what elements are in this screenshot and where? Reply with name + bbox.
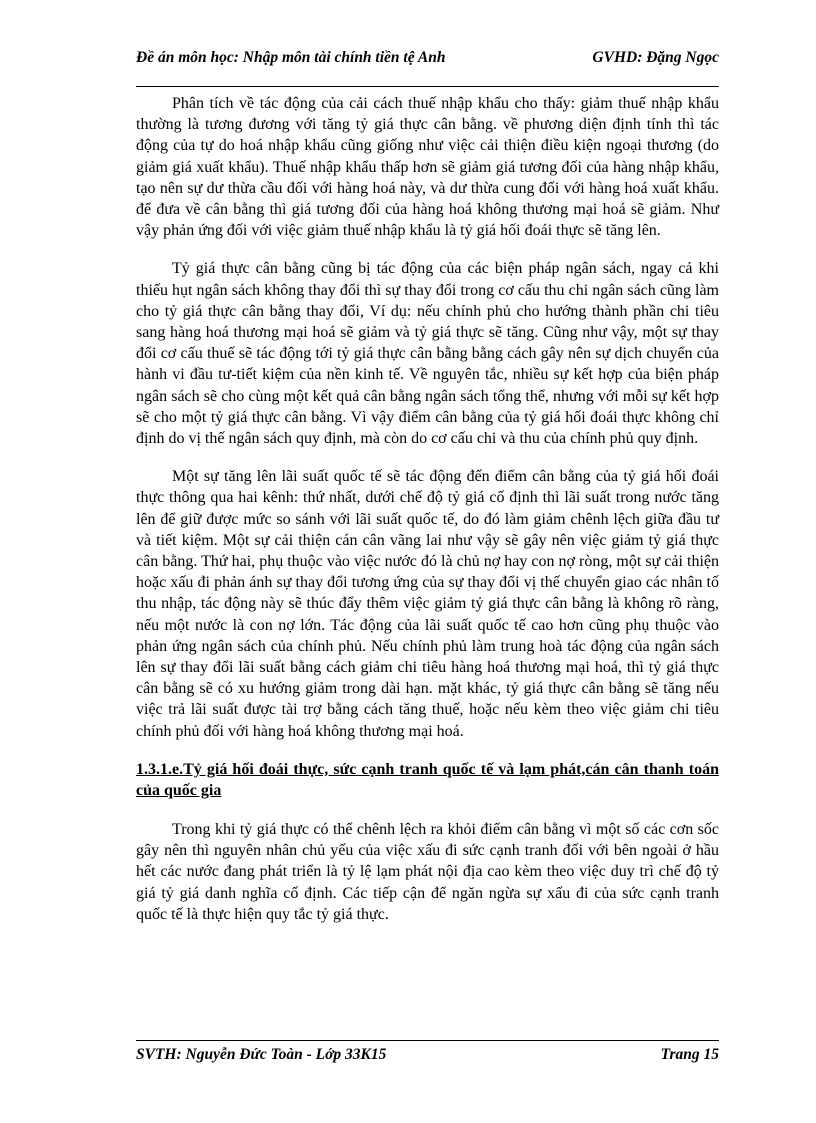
- footer-student: SVTH: Nguyễn Đức Toàn - Lớp 33K15: [136, 1046, 387, 1063]
- header-course-title: Đề án môn học: Nhập môn tài chính tiền tệ Anh: [136, 49, 446, 66]
- footer-page-number: Trang 15: [660, 1046, 719, 1063]
- paragraph-competitiveness: Trong khi tỷ giá thực có thể chênh lệch ra khỏi điểm cân bằng vì một số các cơn sốc gây nên thì nguyên nhân chủ yếu của việc xấu đi sức cạnh tranh đối với bên ngoài ở hầu hết các nước đang phát triển là tỷ lệ lạm phát nội địa cao kèm theo việc duy trì chế độ tỷ giá tỷ giá danh nghĩa cố định. Các tiếp cận để ngăn ngừa sự xấu đi của sức cạnh tranh quốc tế là thực hiện quy tắc tỷ giá thực.: [136, 820, 719, 923]
- paragraph-budget-measures: Tỷ giá thực cân bằng cũng bị tác động của các biện pháp ngân sách, ngay cả khi thiếu hụt ngân sách không thay đổi thì sự thay đổi trong cơ cấu thu chi ngân sách cũng làm cho tỷ giá thực cân bằng thay đổi, Ví dụ: nếu chính phủ cho hướng thành phần chi tiêu sang hàng hoá thương mại hoá sẽ giảm và tỷ giá thực sẽ tăng. Cũng như vậy, một sự thay đổi cơ cấu thuế sẽ tác động tới tỷ giá thực cân bằng bằng cách gây nên sự dịch chuyển của hành vi đầu tư-tiết kiệm của nền kinh tế. Về nguyên tắc, nhiều sự kết hợp của biện pháp ngân sách sẽ cho cùng một kết quả cân bằng ngân sách tổng thể, nhưng với mỗi sự kết hợp sẽ cho một tỷ giá thực cân bằng. Vì vậy điểm cân bằng của tỷ giá hối đoái thực không chỉ định do vị thế ngân sách quy định, mà còn do cơ cấu chi và thu của chính phủ quy định.: [136, 260, 719, 448]
- paragraph-interest-rates: Một sự tăng lên lãi suất quốc tế sẽ tác động đến điểm cân bằng của tỷ giá hối đoái thực thông qua hai kênh: thứ nhất, dưới chế độ tỷ giá cố định thì lãi suất trong nước tăng lên để giữ được mức so sánh với lãi suất quốc tế, do đó làm giảm chênh lệch giữa đầu tư và tiết kiệm. Một sự cải thiện cán cân vãng lai như vậy sẽ gây nên việc giảm tỷ giá thực cân bằng. Thứ hai, phụ thuộc vào việc nước đó là chủ nợ hay con nợ ròng, một sự cải thiện hoặc xấu đi phản ánh sự thay đổi tương ứng của sự thay đổi vị thế chuyển giao các nhân tố thu nhập, tác động này sẽ thúc đẩy thêm việc giảm tỷ giá thực cân bằng là không rõ ràng, nếu một nước là con nợ lớn. Tác động của lãi suất quốc tế cao hơn cũng phụ thuộc vào phản ứng ngân sách của chính phủ. Nếu chính phủ làm trung hoà tác động của ngân sách lên sự thay đổi lãi suất bằng cách giảm chi tiêu hàng hoá thương mại hoá, thì tỷ giá thực cân bằng sẽ có xu hướng giảm trong dài hạn. mặt khác, tỷ giá thực cân bằng sẽ tăng nếu việc trả lãi suất được tài trợ bằng cách tăng thuế, hoặc nếu kèm theo việc giảm chi tiêu chính phủ đối với hàng hoá không thương mại hoá.: [136, 468, 719, 740]
- paragraph-import-tax: Phân tích về tác động của cải cách thuế nhập khẩu cho thấy: giảm thuế nhập khẩu thường là tương đương với tăng tỷ giá thực cân bằng. về phương diện định tính thì tác động của tự do hoá nhập khẩu cũng giống như việc cải thiện điều kiện ngoại thương (do giảm giá xuất khẩu). Thuế nhập khẩu thấp hơn sẽ giảm giá tương đối của hàng nhập khẩu, tạo nên sự dư thừa cầu đối với hàng hoá này, và dư thừa cung đối với hàng hoá xuất khẩu. để đưa về cân bằng thì giá tương đối của hàng hoá không thương mại hoá sẽ giảm. Như vậy phản ứng đối với việc giảm thuế nhập khẩu là tỷ giá hối đoái thực sẽ tăng lên.: [136, 95, 719, 240]
- section-heading: 1.3.1.e.Tỷ giá hối đoái thực, sức cạnh tranh quốc tế và lạm phát,cán cân thanh toán của quốc gia: [136, 760, 719, 799]
- page-body: [136, 93, 719, 942]
- page-header: [136, 46, 719, 87]
- header-supervisor: GVHD: Đặng Ngọc: [592, 49, 719, 66]
- page-footer: [136, 1040, 719, 1065]
